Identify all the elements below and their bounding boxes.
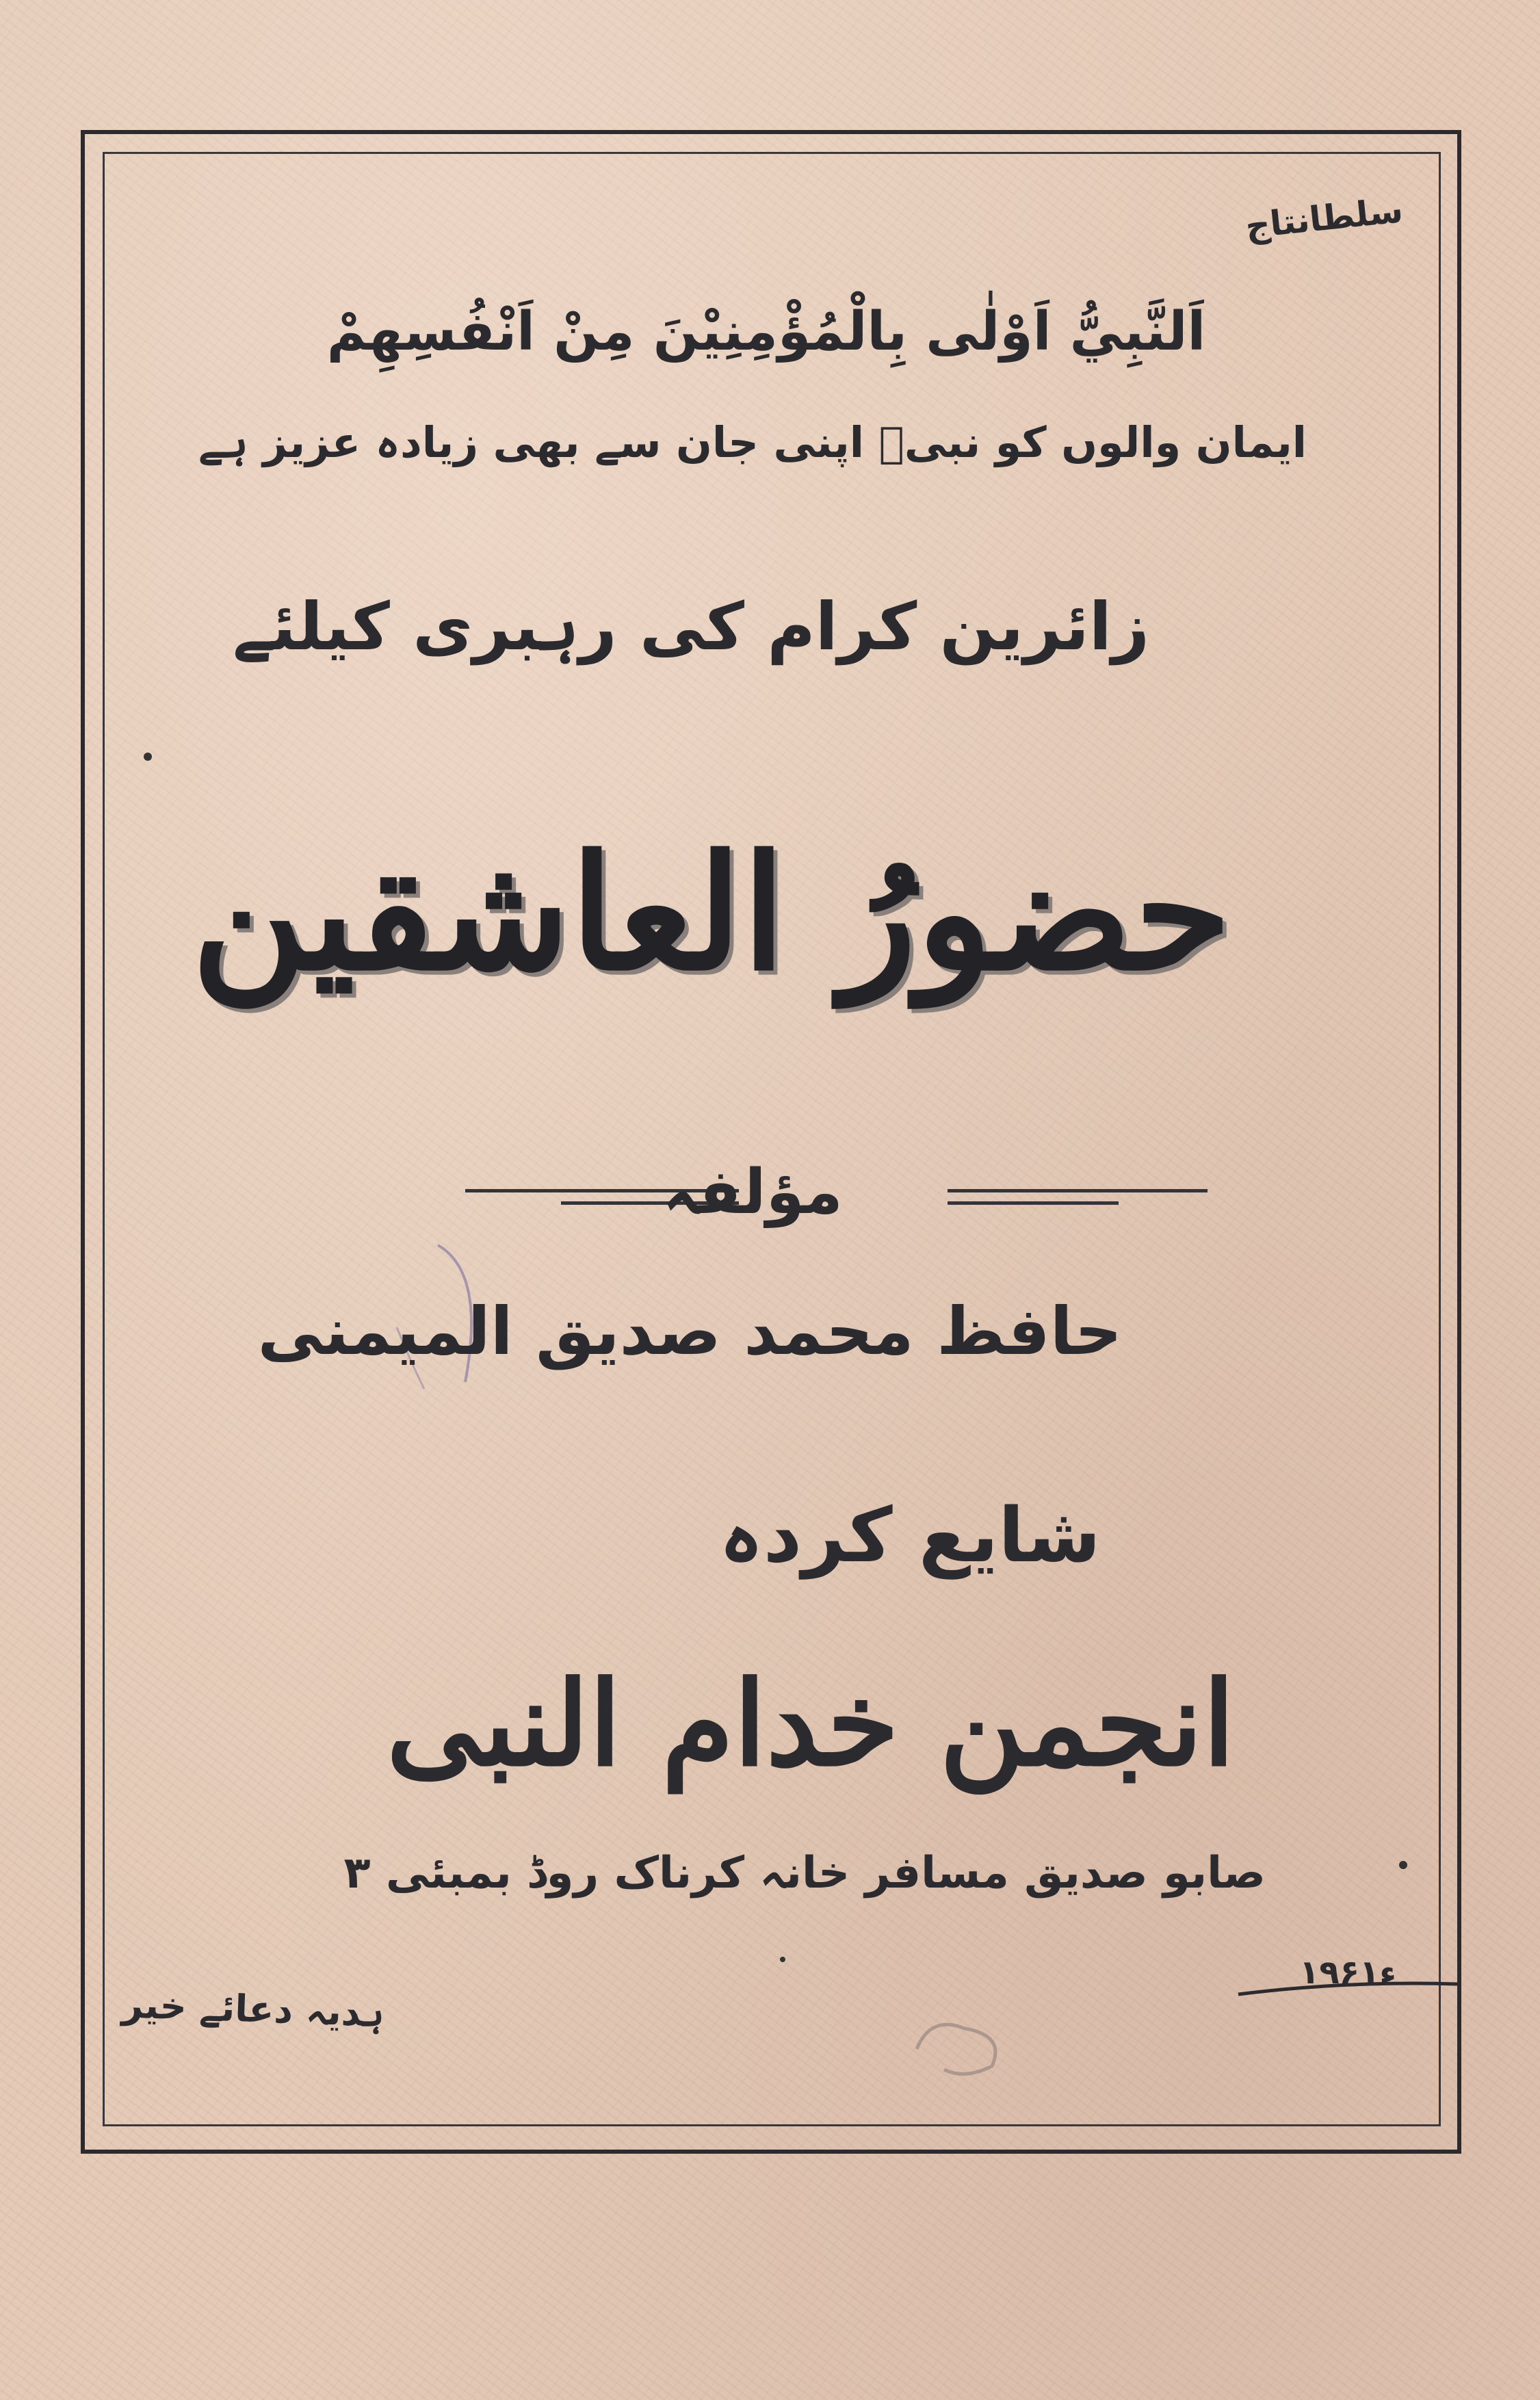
subtitle-guide: زائرین کرام کی رہبری کیلئے — [233, 588, 1149, 665]
divider-line — [948, 1189, 1208, 1192]
publisher-name: انجمن خدام النبی — [386, 1656, 1236, 1792]
author-label: مؤلفہ — [662, 1156, 843, 1228]
book-title: حضورُ العاشقین — [191, 821, 1231, 1006]
publisher-address: صابو صدیق مسافر خانہ کرناک روڈ بمبئی ۳ — [343, 1848, 1266, 1899]
verse-translation: ایمان والوں کو نبیؐ اپنی جان سے بھی زیادہ عزیز ہے — [198, 417, 1307, 467]
publisher-label: شایع کردہ — [719, 1491, 1101, 1579]
corner-handwritten-note: سلطانتاج — [1243, 190, 1405, 246]
quranic-verse: اَلنَّبِيُّ اَوْلٰى بِالْمُؤْمِنِيْنَ مِنْ اَنْفُسِهِمْ — [326, 301, 1206, 363]
publication-year: ۱۹۶۱ء — [1299, 1953, 1396, 1992]
ink-speck — [1399, 1861, 1407, 1869]
faint-stamp-mark — [903, 2001, 1019, 2083]
author-name: حافظ محمد صدیق المیمنی — [257, 1293, 1122, 1370]
ink-speck — [780, 1957, 785, 1962]
year-underline — [1231, 1974, 1464, 2001]
gift-note: ہدیہ دعائے خیر — [121, 1983, 385, 2035]
ink-speck — [144, 753, 152, 761]
divider-line — [948, 1201, 1119, 1205]
